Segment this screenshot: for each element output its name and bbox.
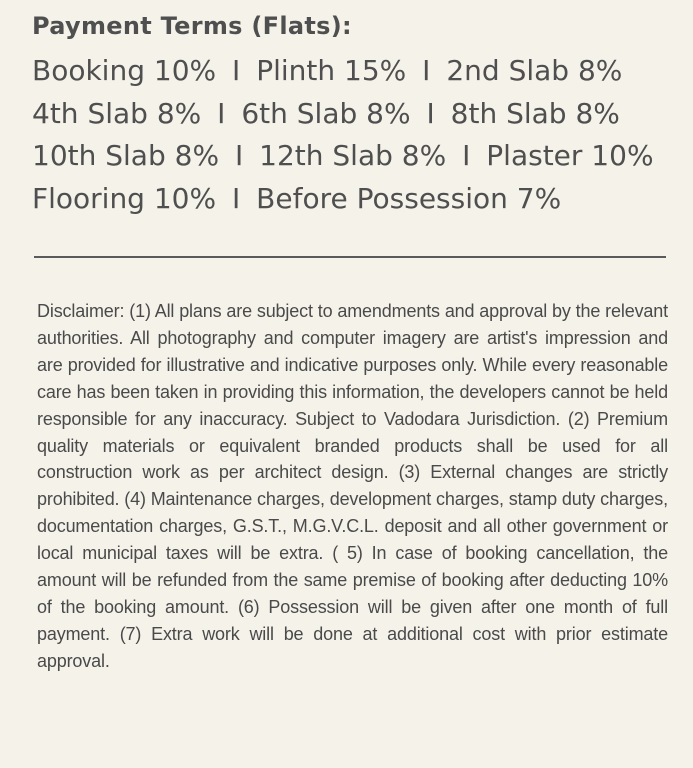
terms-line: [32, 178, 654, 221]
term-item: Flooring 10%: [32, 181, 217, 215]
payment-terms-list: [32, 50, 654, 220]
term-separator: I: [426, 96, 435, 130]
terms-line: [32, 93, 654, 136]
payment-terms-title: Payment Terms (Flats):: [32, 12, 352, 40]
disclaimer-text: Disclaimer: (1) All plans are subject to amendments and approval by the relevant authorities. All photography and computer imagery are artist's impression and are provided for illustrative and indicative purposes only. While every reasonable care has been taken in providing this information, the developers cannot be held responsible for any inaccuracy. Subject to Vadodara Jurisdiction. (2) Premium quality materials or equivalent branded products shall be used for all construction work as per architect design. (3) External changes are strictly prohibited. (4) Maintenance charges, development charges, stamp duty charges, documentation charges, G.S.T., M.G.V.C.L. deposit and all other government or local municipal taxes will be extra. ( 5) In case of booking cancellation, the amount will be refunded from the same premise of booking after deducting 10% of the booking amount. (6) Possession will be given after one month of full payment. (7) Extra work will be done at additional cost with prior estimate approval.: [37, 301, 668, 671]
term-item: Plaster 10%: [486, 139, 654, 172]
term-item: 12th Slab 8%: [259, 139, 447, 172]
term-separator: I: [462, 139, 471, 172]
term-item: 4th Slab 8%: [32, 96, 202, 130]
term-item: 10th Slab 8%: [32, 139, 220, 172]
term-item: Before Possession 7%: [256, 181, 562, 215]
term-item: 6th Slab 8%: [241, 96, 411, 130]
term-separator: I: [217, 96, 226, 130]
term-item: 2nd Slab 8%: [446, 54, 623, 87]
term-separator: I: [232, 54, 241, 87]
term-separator: I: [234, 139, 244, 172]
term-item: 8th Slab 8%: [450, 96, 620, 130]
terms-line: [32, 135, 654, 178]
term-separator: I: [422, 54, 431, 87]
term-item: Plinth 15%: [256, 54, 407, 87]
divider-line: [34, 256, 666, 258]
term-item: Booking 10%: [32, 54, 217, 87]
term-separator: I: [232, 181, 241, 215]
terms-line: [32, 50, 654, 93]
